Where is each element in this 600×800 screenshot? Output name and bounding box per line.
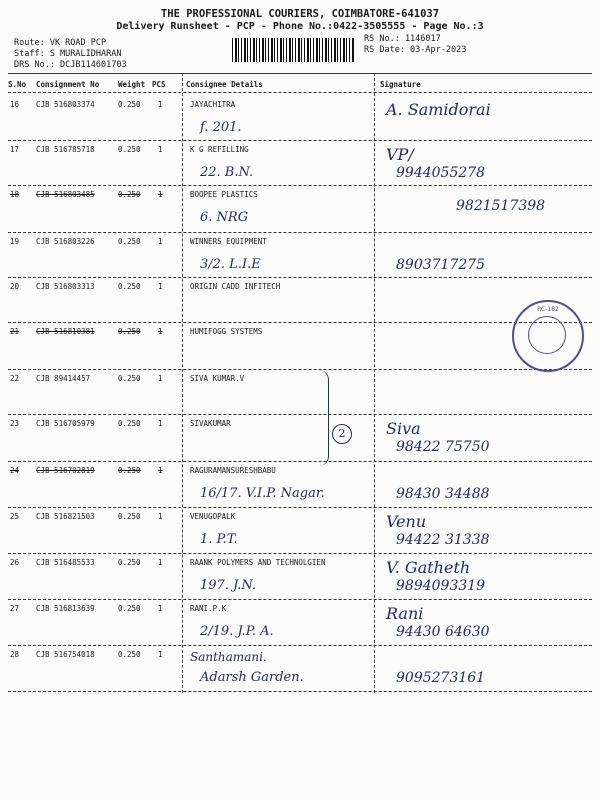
row-weight: 0.250 bbox=[118, 512, 141, 521]
col-consignment: Consignment No bbox=[36, 80, 100, 89]
row-consignment-no: CJB 516803374 bbox=[36, 100, 95, 109]
row-pcs: 1 bbox=[158, 282, 163, 291]
col-sno: S.No bbox=[8, 80, 27, 89]
row-consignee: K G REFILLING bbox=[190, 145, 249, 154]
staff-label: Staff: S MURALIDHARAN bbox=[14, 49, 122, 59]
header-top-rule bbox=[8, 73, 592, 74]
row-sno: 26 bbox=[10, 558, 20, 567]
row-pcs: 1 bbox=[158, 650, 163, 659]
barcode bbox=[232, 38, 354, 62]
row-divider bbox=[8, 691, 592, 692]
table-row bbox=[0, 278, 600, 323]
row-weight: 0.250 bbox=[118, 237, 141, 246]
header-bottom-rule bbox=[8, 92, 592, 93]
row-sno: 28 bbox=[10, 650, 20, 659]
row-address-handwritten: 22. B.N. bbox=[200, 165, 254, 180]
col-pcs: PCS bbox=[152, 80, 166, 89]
row-address-handwritten: 3/2. L.I.E bbox=[200, 257, 261, 272]
row-consignee: VENUGOPALK bbox=[190, 512, 236, 521]
table-row bbox=[0, 508, 600, 554]
row-address-handwritten: Adarsh Garden. bbox=[200, 670, 304, 685]
row-pcs: 1 bbox=[158, 419, 163, 428]
row-consignment-no: CJB 89414457 bbox=[36, 374, 91, 383]
row-consignee: HUMIFOGG SYSTEMS bbox=[190, 327, 263, 336]
row-sno: 16 bbox=[10, 100, 20, 109]
stamp-text: RC-182 bbox=[537, 306, 559, 313]
row-weight: 0.250 bbox=[118, 282, 141, 291]
row-weight: 0.250 bbox=[118, 419, 141, 428]
row-consignment-no: CJB 516821503 bbox=[36, 512, 95, 521]
row-pcs: 1 bbox=[158, 237, 163, 246]
row-weight: 0.250 bbox=[118, 374, 141, 383]
row-weight: 0.250 bbox=[118, 145, 141, 154]
row-weight: 0.250 bbox=[118, 466, 141, 475]
row-phone-handwritten: 9894093319 bbox=[396, 578, 486, 594]
row-signature: Rani bbox=[386, 604, 424, 623]
row-address-handwritten: 6. NRG bbox=[200, 210, 249, 225]
table-row bbox=[0, 554, 600, 600]
row-phone-handwritten: 8903717275 bbox=[396, 257, 486, 273]
row-consignee: ORIGIN CADD INFITECH bbox=[190, 282, 281, 291]
row-consignee: SIVA KUMAR.V bbox=[190, 374, 245, 383]
row-pcs: 1 bbox=[158, 558, 163, 567]
row-signature: Siva bbox=[386, 419, 421, 438]
row-phone-handwritten: 9944055278 bbox=[396, 165, 486, 181]
row-phone-handwritten: 98422 75750 bbox=[396, 439, 490, 455]
row-sno: 20 bbox=[10, 282, 20, 291]
row-consignment-no: CJB 516485533 bbox=[36, 558, 95, 567]
row-pcs: 1 bbox=[158, 604, 163, 613]
rs-number: RS No.: 1146017 bbox=[364, 34, 441, 44]
row-sno: 24 bbox=[10, 466, 20, 475]
stamp-inner-ring bbox=[528, 316, 566, 354]
row-consignment-no: CJB 516785718 bbox=[36, 145, 95, 154]
circled-count: 2 bbox=[332, 424, 352, 444]
row-weight: 0.250 bbox=[118, 100, 141, 109]
table-row bbox=[0, 323, 600, 370]
row-weight: 0.250 bbox=[118, 558, 141, 567]
row-sno: 18 bbox=[10, 190, 20, 199]
row-address-handwritten: 197. J.N. bbox=[200, 578, 257, 593]
row-consignment-no: CJB 516754018 bbox=[36, 650, 95, 659]
row-consignment-no: CJB 516803226 bbox=[36, 237, 95, 246]
table-row bbox=[0, 600, 600, 646]
table-row bbox=[0, 462, 600, 508]
row-phone-handwritten: 94422 31338 bbox=[396, 532, 490, 548]
row-consignee: WINNERS EQUIPMENT bbox=[190, 237, 267, 246]
row-consignee: RANI.P.K bbox=[190, 604, 227, 613]
row-consignee: RAANK POLYMERS AND TECHNOLGIEN bbox=[190, 558, 326, 567]
row-consignee: SIVAKUMAR bbox=[190, 419, 231, 428]
row-consignment-no: CJB 516803485 bbox=[36, 190, 95, 199]
col-weight: Weight bbox=[118, 80, 146, 89]
row-address-handwritten: f. 201. bbox=[200, 120, 242, 135]
row-pcs: 1 bbox=[158, 466, 163, 475]
company-title: THE PROFESSIONAL COURIERS, COIMBATORE-641037 bbox=[160, 8, 440, 20]
row-signature: A. Samidorai bbox=[386, 100, 491, 119]
row-weight: 0.250 bbox=[118, 190, 141, 199]
row-phone-handwritten: 94430 64630 bbox=[396, 624, 490, 640]
row-consignment-no: CJB 516810381 bbox=[36, 327, 95, 336]
table-row bbox=[0, 96, 600, 141]
table-row bbox=[0, 646, 600, 692]
col-consignee: Consignee Details bbox=[186, 80, 263, 89]
row-consignee: JAYACHITRA bbox=[190, 100, 236, 109]
row-address-handwritten: 16/17. V.I.P. Nagar. bbox=[200, 486, 325, 501]
row-weight: 0.250 bbox=[118, 650, 141, 659]
col-signature: Signature bbox=[380, 80, 421, 89]
row-sno: 25 bbox=[10, 512, 20, 521]
row-weight: 0.250 bbox=[118, 327, 141, 336]
row-sno: 23 bbox=[10, 419, 20, 428]
row-address-handwritten: 1. P.T. bbox=[200, 532, 238, 547]
drs-label: DRS No.: DCJB114601703 bbox=[14, 60, 127, 70]
row-consignment-no: CJB 516813639 bbox=[36, 604, 95, 613]
row-phone-handwritten: 9095273161 bbox=[396, 670, 486, 686]
row-pcs: 1 bbox=[158, 190, 163, 199]
row-sno: 19 bbox=[10, 237, 20, 246]
company-stamp bbox=[512, 300, 584, 372]
row-phone-handwritten: 9821517398 bbox=[456, 198, 546, 214]
row-consignment-no: CJB 516705979 bbox=[36, 419, 95, 428]
runsheet-title: Delivery Runsheet - PCP - Phone No.:0422-3505555 - Page No.:3 bbox=[116, 21, 484, 32]
table-row bbox=[0, 186, 600, 233]
row-address-handwritten: 2/19. J.P. A. bbox=[200, 624, 274, 639]
row-signature: V. Gatheth bbox=[386, 558, 471, 577]
row-consignment-no: CJB 516803313 bbox=[36, 282, 95, 291]
row-sno: 22 bbox=[10, 374, 20, 383]
table-row bbox=[0, 141, 600, 186]
row-consignee: BOOPEE PLASTICS bbox=[190, 190, 258, 199]
table-row bbox=[0, 233, 600, 278]
row-phone-handwritten: 98430 34488 bbox=[396, 486, 490, 502]
row-sno: 17 bbox=[10, 145, 20, 154]
grouping-brace bbox=[316, 370, 329, 466]
row-sno: 27 bbox=[10, 604, 20, 613]
table-row bbox=[0, 415, 600, 462]
row-sno: 21 bbox=[10, 327, 20, 336]
row-consignee: Santhamani. bbox=[190, 650, 267, 664]
row-signature: Venu bbox=[386, 512, 427, 531]
row-consignment-no: CJB 516702819 bbox=[36, 466, 95, 475]
row-pcs: 1 bbox=[158, 512, 163, 521]
row-pcs: 1 bbox=[158, 145, 163, 154]
table-row bbox=[0, 370, 600, 415]
row-pcs: 1 bbox=[158, 327, 163, 336]
row-signature: VP/ bbox=[386, 145, 414, 164]
row-pcs: 1 bbox=[158, 374, 163, 383]
rs-date: RS Date: 03-Apr-2023 bbox=[364, 45, 467, 55]
row-pcs: 1 bbox=[158, 100, 163, 109]
row-weight: 0.250 bbox=[118, 604, 141, 613]
row-consignee: RAGURAMANSURESHBABU bbox=[190, 466, 276, 475]
route-label: Route: VK ROAD PCP bbox=[14, 38, 107, 48]
